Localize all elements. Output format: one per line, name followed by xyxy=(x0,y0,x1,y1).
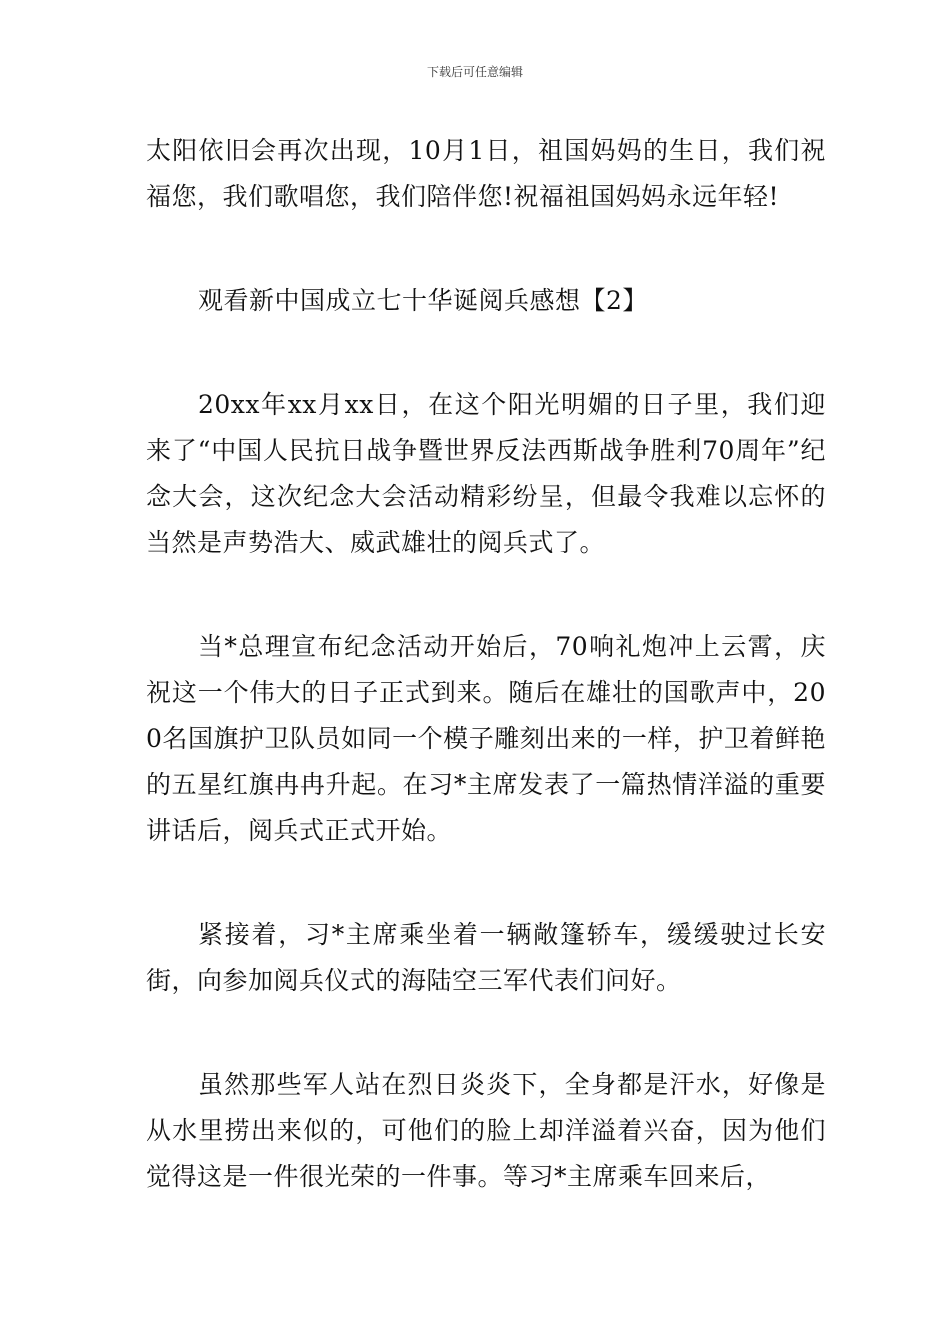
document-body xyxy=(146,128,826,1200)
paragraph-continuation: 太阳依旧会再次出现，10月1日，祖国妈妈的生日，我们祝福您，我们歌唱您，我们陪伴您!祝福祖国妈妈永远年轻! xyxy=(146,136,826,211)
page-header-note: 下载后可任意编辑 xyxy=(426,65,523,79)
section-title: 观看新中国成立七十华诞阅兵感想【2】 xyxy=(198,286,648,315)
paragraph: 当*总理宣布纪念活动开始后，70响礼炮冲上云霄，庆祝这一个伟大的日子正式到来。随后在雄壮的国歌声中，200名国旗护卫队员如同一个模子雕刻出来的一样，护卫着鲜艳的五星红旗冉冉升起。在习*主席发表了一篇热情洋溢的重要讲话后，阅兵式正式开始。 xyxy=(146,632,826,845)
paragraph: 紧接着，习*主席乘坐着一辆敞篷轿车，缓缓驶过长安街，向参加阅兵仪式的海陆空三军代表们问好。 xyxy=(146,920,826,995)
paragraph: 虽然那些军人站在烈日炎炎下，全身都是汗水，好像是从水里捞出来似的，可他们的脸上却洋溢着兴奋，因为他们觉得这是一件很光荣的一件事。等习*主席乘车回来后， xyxy=(146,1070,826,1191)
paragraph: 20xx年xx月xx日，在这个阳光明媚的日子里，我们迎来了“中国人民抗日战争暨世界反法西斯战争胜利70周年”纪念大会，这次纪念大会活动精彩纷呈，但最令我难以忘怀的当然是声势浩大、威武雄壮的阅兵式了。 xyxy=(146,390,826,557)
